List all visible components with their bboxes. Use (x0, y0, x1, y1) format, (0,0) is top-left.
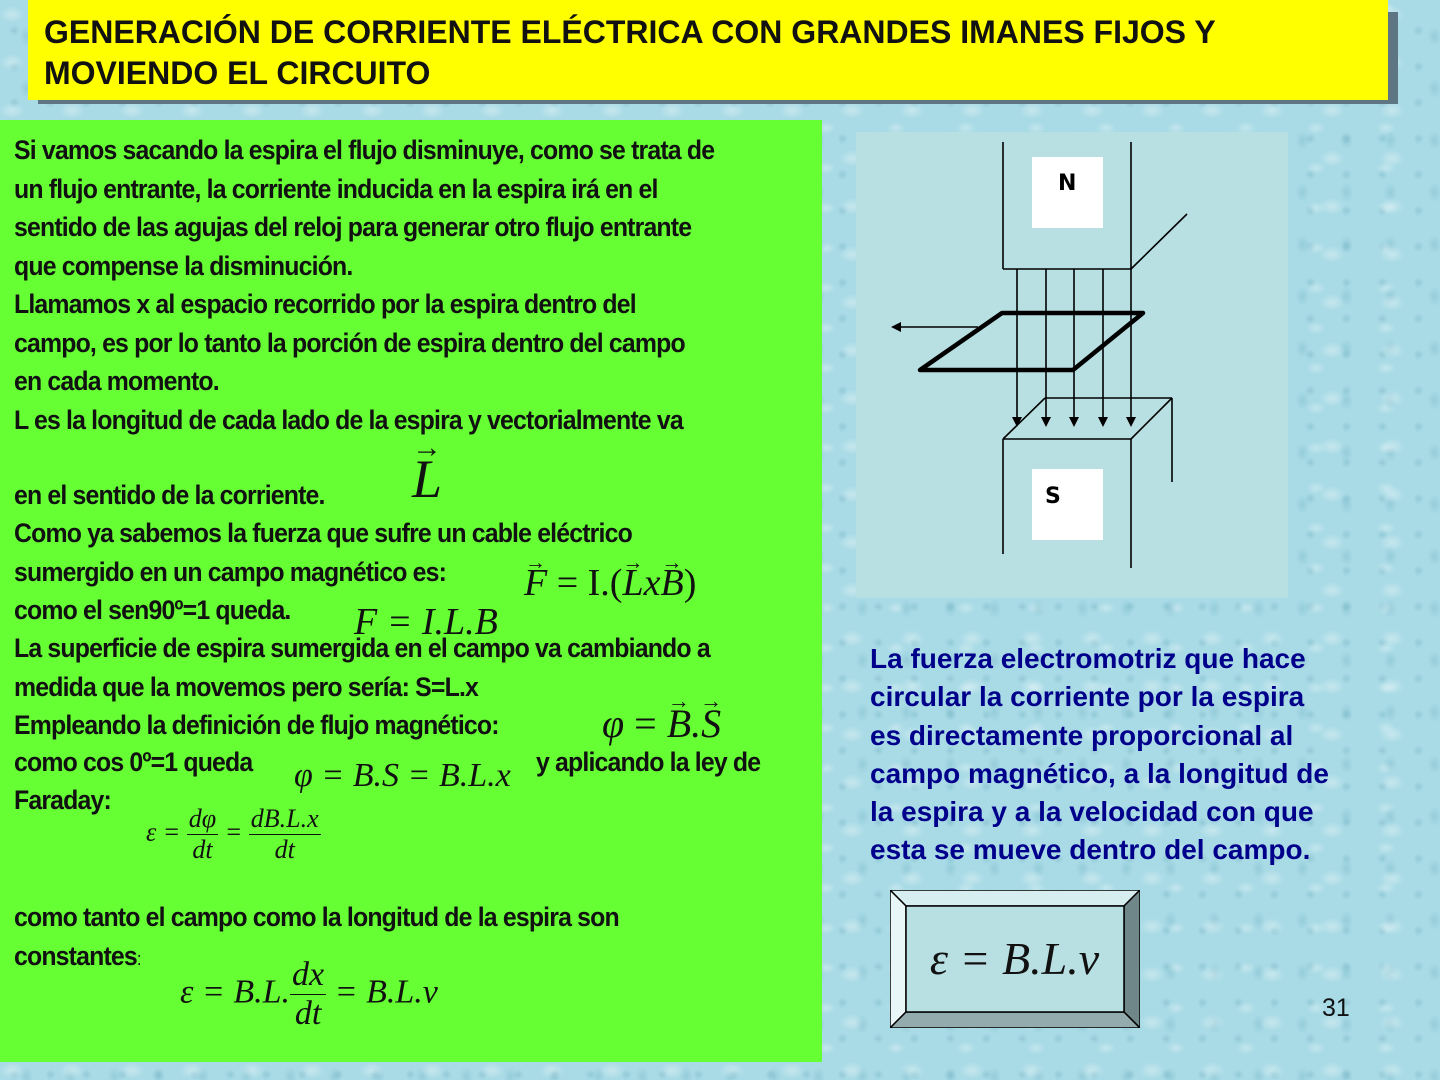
vector-L-formula (412, 448, 442, 510)
text-line: sumergido en un campo magnético es: (14, 556, 447, 587)
paragraph-flux-decrease (14, 131, 714, 439)
formula-term: ε = B.L. (180, 973, 291, 1011)
north-magnet (1003, 142, 1187, 269)
text-line: en cada momento. (14, 366, 219, 396)
north-label: N (1058, 171, 1077, 196)
text-line-cos: como cos 0º=1 queda (14, 747, 253, 777)
text-line: La superficie de espira sumergida en el campo va cambiando a (14, 633, 710, 663)
formula-term: φ (602, 701, 625, 746)
text-line: esta se mueve dentro del campo. (870, 834, 1311, 866)
vector-L: → L (412, 448, 442, 510)
field-lines (1017, 269, 1131, 422)
text-line: campo, es por lo tanto la porción de espira dentro del campo (14, 327, 685, 358)
title-line-1: GENERACIÓN DE CORRIENTE ELÉCTRICA CON GRANDES IMANES FIJOS Y (44, 14, 1216, 50)
text-line: Como ya sabemos la fuerza que sufre un cable eléctrico (14, 518, 632, 548)
text-line: campo magnético, a la longitud de (870, 757, 1329, 789)
text-line: Si vamos sacando la espira el flujo disminuye, como se trata de (14, 135, 715, 165)
formula-term: = (218, 817, 249, 847)
emf-explanation (870, 640, 1430, 870)
text-line: sentido de las agujas del reloj para generar otro flujo entrante (14, 212, 692, 242)
text-line: circular la corriente por la espira (870, 681, 1305, 713)
formula-term: = B.L.v (326, 973, 438, 1011)
formula-term: = I.( (547, 562, 623, 604)
text-line: La fuerza electromotriz que hace (870, 643, 1306, 674)
title-line-2: MOVIENDO EL CIRCUITO (44, 55, 431, 91)
text-line-current-direction: en el sentido de la corriente. (14, 480, 325, 510)
flux-definition-formula (602, 700, 721, 747)
numerator: dφ (188, 804, 217, 833)
text-line: la espira y a la velocidad con que (870, 796, 1314, 828)
slide-title (44, 12, 1384, 94)
formula-term: → S (701, 700, 721, 747)
fraction (290, 956, 326, 1033)
final-derivation-formula (180, 956, 438, 1033)
text-line-faraday-intro: y aplicando la ley de (536, 747, 761, 777)
page-number: 31 (1322, 994, 1350, 1022)
text-line: como tanto el campo como la longitud de la espira son (14, 902, 619, 932)
denominator: dt (290, 994, 326, 1033)
denominator: dt (187, 834, 218, 865)
numerator: dx (292, 956, 325, 993)
text-line: un flujo entrante, la corriente inducida en la espira irá en el (14, 173, 658, 204)
south-label-box (1032, 469, 1103, 540)
text-line: Llamamos x al espacio recorrido por la espira dentro del (14, 289, 636, 319)
formula-term: → F (524, 561, 547, 605)
text-line-faraday: Faraday: (14, 785, 111, 815)
formula-term: → L (622, 561, 643, 605)
text-line: Empleando la definición de flujo magnético: (14, 710, 499, 740)
formula-term: ε = (146, 817, 187, 847)
formula-term: x (643, 562, 661, 604)
text-line: como el sen90º=1 queda. (14, 595, 291, 625)
colon: : (136, 948, 141, 969)
force-scalar-formula: F = I.L.B (354, 601, 498, 643)
fraction (187, 804, 218, 865)
wire-loop (920, 313, 1143, 370)
flux-expanded-formula: φ = B.S = B.L.x (294, 757, 511, 794)
magnet-loop-diagram (856, 132, 1288, 598)
denominator: dt (249, 834, 321, 865)
formula-term: . (691, 701, 702, 746)
text-line: L es la longitud de cada lado de la espira y vectorialmente va (14, 404, 683, 435)
result-formula: ε = B.L.v (929, 932, 1100, 984)
magnet-diagram-svg (856, 132, 1288, 598)
text-line: es directamente proporcional al (870, 719, 1294, 751)
force-vector-formula (524, 561, 696, 605)
formula-term: → B (667, 700, 691, 747)
formula-term: → B (660, 561, 683, 605)
formula-term: ) (683, 562, 697, 604)
numerator: dB.L.x (250, 804, 319, 833)
text-line: que compense la disminución. (14, 250, 353, 281)
text-line: constantes (14, 940, 137, 971)
south-label: S (1045, 484, 1061, 509)
faraday-formula (146, 804, 321, 865)
text-line: medida que la movemos pero sería: S=L.x (14, 671, 479, 702)
formula-term: = (624, 701, 667, 746)
fraction (249, 804, 321, 865)
